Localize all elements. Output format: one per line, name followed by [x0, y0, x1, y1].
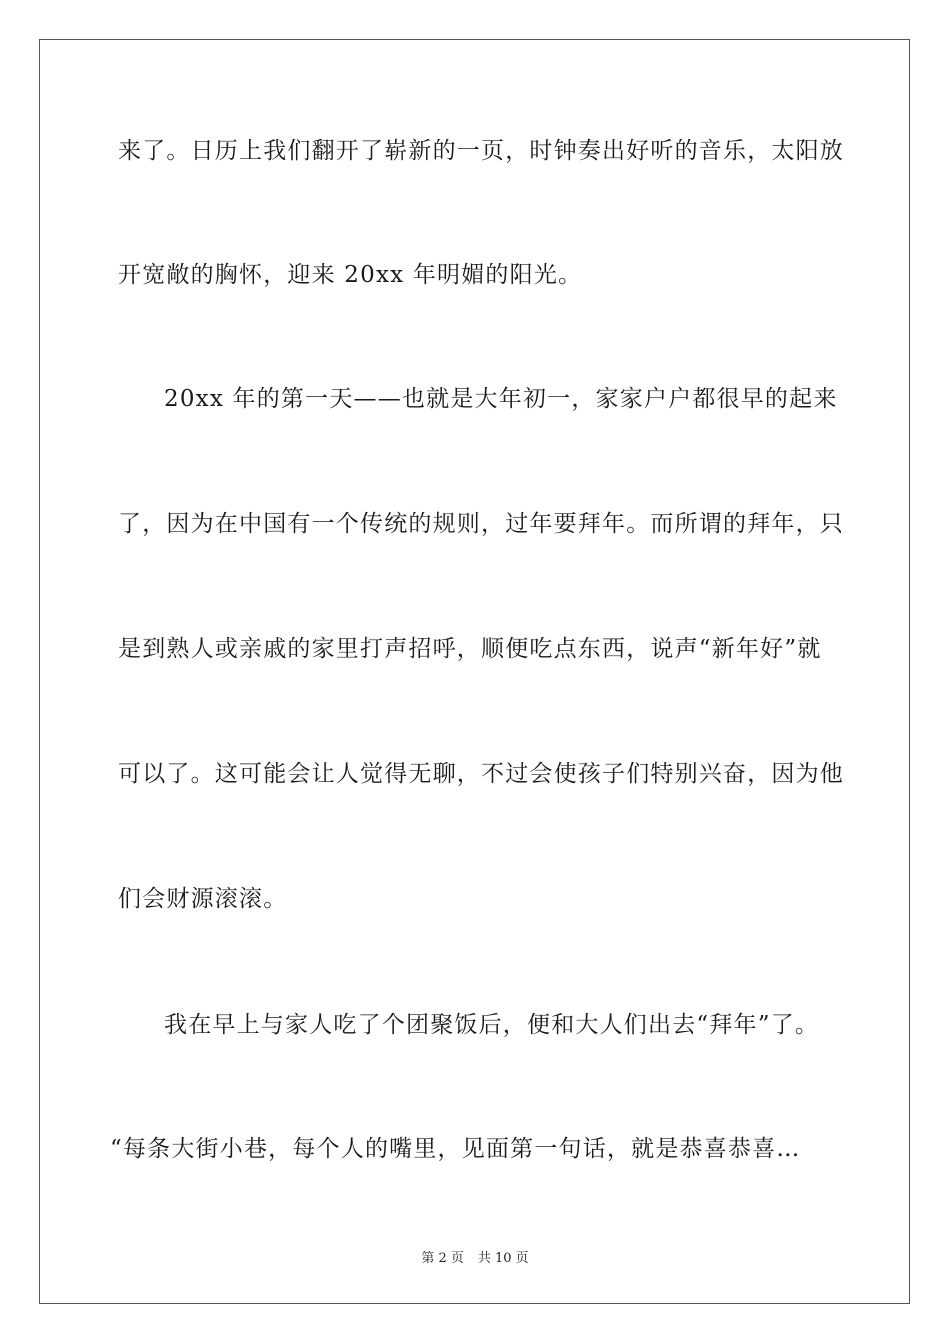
paragraph-line-1: 来了。日历上我们翻开了崭新的一页，时钟奏出好听的音乐，太阳放 — [118, 138, 844, 164]
page-number: 第 2 页 — [421, 1251, 464, 1266]
paragraph-line-4: 了，因为在中国有一个传统的规则，过年要拜年。而所谓的拜年，只 — [118, 511, 844, 537]
page-total: 共 10 页 — [477, 1251, 529, 1266]
paragraph-line-9: “每条大街小巷，每个人的嘴里，见面第一句话，就是恭喜恭喜… — [110, 1136, 801, 1162]
page-footer — [0, 1247, 950, 1266]
paragraph-line-5: 是到熟人或亲戚的家里打声招呼，顺便吃点东西，说声“新年好”就 — [118, 636, 822, 662]
paragraph-line-6: 可以了。这可能会让人觉得无聊，不过会使孩子们特别兴奋，因为他 — [118, 761, 844, 787]
paragraph-line-2: 开宽敞的胸怀，迎来 20xx 年明媚的阳光。 — [118, 262, 583, 288]
page-border — [39, 39, 910, 1304]
paragraph-line-8: 我在早上与家人吃了个团聚饭后，便和大人们出去“拜年”了。 — [164, 1012, 820, 1038]
paragraph-line-7: 们会财源滚滚。 — [118, 886, 288, 912]
paragraph-line-3: 20xx 年的第一天——也就是大年初一，家家户户都很早的起来 — [164, 386, 838, 412]
